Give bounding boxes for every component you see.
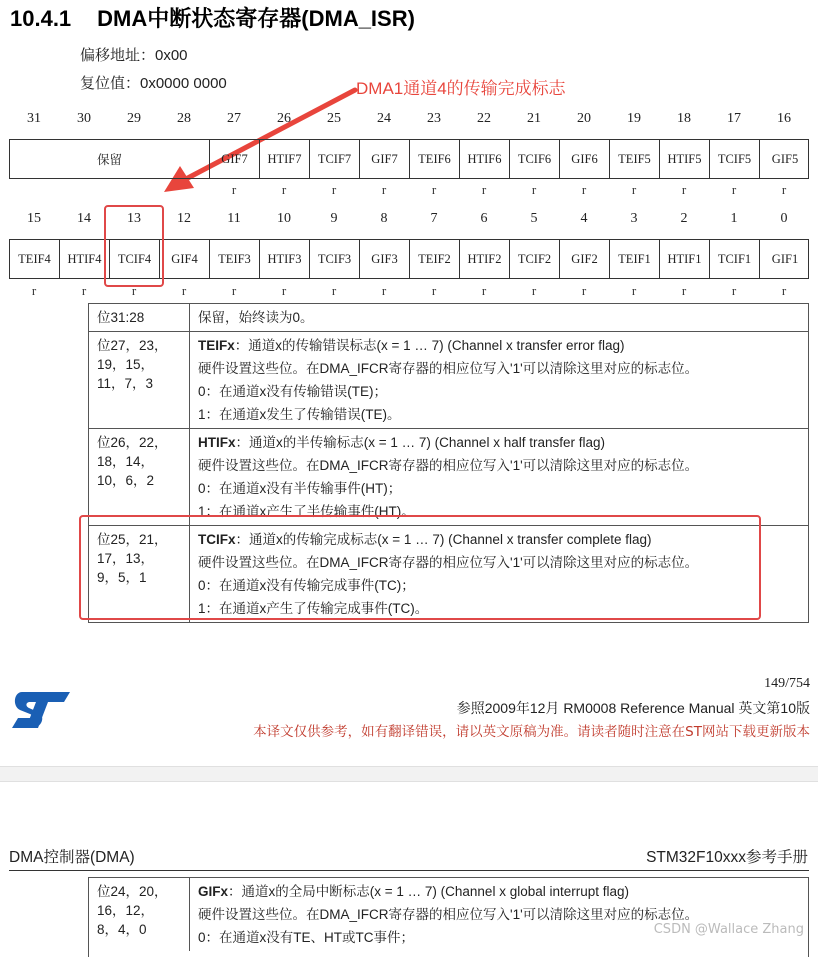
tcifx-highlight-box [79, 515, 761, 620]
register-field: TEIF6 [410, 140, 460, 178]
reset-value: 复位值：0x0000 0000 [80, 75, 227, 92]
bit-number: 4 [580, 211, 588, 226]
access-type: r [581, 182, 587, 197]
bit-number: 6 [480, 211, 488, 226]
bit-number: 11 [227, 211, 241, 226]
description-text: 0：在通道x没有半传输事件(HT)； [198, 481, 402, 496]
bit-number: 26 [277, 111, 291, 126]
description-text: 硬件设置这些位。在DMA_IFCR寄存器的相应位写入'1'可以清除这里对应的标志位。 [198, 361, 699, 376]
register-field: GIF6 [560, 140, 610, 178]
watermark: CSDN @Wallace Zhang [653, 922, 804, 937]
access-type: r [331, 283, 337, 298]
bit-number: 31 [27, 111, 41, 126]
tcif4-highlight-box [104, 205, 164, 287]
access-type: r [231, 283, 237, 298]
bit-number: 20 [577, 111, 591, 126]
annotation-text: DMA1通道4的传输完成标志 [356, 79, 566, 98]
register-field: TEIF4 [10, 240, 60, 278]
access-type: r [731, 283, 737, 298]
bit-description-table-continued [88, 877, 809, 957]
description-text: 硬件设置这些位。在DMA_IFCR寄存器的相应位写入'1'可以清除这里对应的标志位。 [198, 907, 699, 922]
description-text: ：通道x的传输错误标志(x = 1 … 7) (Channel x transfer error flag) [234, 338, 625, 353]
description-text: 1：在通道x产生了传输完成事件(TC)。 [198, 601, 429, 616]
bit-number: 12 [177, 211, 191, 226]
section-title [10, 2, 415, 33]
bit-number: 22 [477, 111, 491, 126]
description-line [198, 880, 800, 903]
bit-range: 位26，22， 18，14， 10，6，2 [89, 429, 190, 525]
header-rule [9, 870, 809, 871]
register-field: GIF5 [771, 151, 799, 166]
register-field: TEIF5 [610, 140, 660, 178]
bit-number: 5 [530, 211, 538, 226]
bit-number: 10 [277, 211, 291, 226]
description-text: 硬件设置这些位。在DMA_IFCR寄存器的相应位写入'1'可以清除这里对应的标志位。 [198, 458, 699, 473]
register-field: HTIF6 [460, 140, 510, 178]
access-type: r [331, 182, 337, 197]
access-type: r [431, 182, 437, 197]
description-text: 1：在通道x产生了半传输事件(HT)。 [198, 504, 415, 519]
bit-number: 13 [127, 211, 141, 226]
bit-number: 8 [380, 211, 388, 226]
register-field: TCIF1 [710, 240, 760, 278]
description-row [89, 878, 808, 951]
access-type: r [681, 182, 687, 197]
register-field: HTIF2 [460, 240, 510, 278]
access-type: r [431, 283, 437, 298]
description-text: 0：在通道x没有传输错误(TE)； [198, 384, 387, 399]
register-field: HTIF4 [60, 240, 110, 278]
register-field: GIF3 [360, 240, 410, 278]
access-type: r [731, 182, 737, 197]
bit-number: 24 [377, 111, 391, 126]
field-name: TEIFx [198, 338, 235, 353]
access-type: r [781, 182, 787, 197]
bit-number: 9 [330, 211, 338, 226]
description-text: 0：在通道x没有传输完成事件(TC)； [198, 578, 415, 593]
register-field: HTIF7 [260, 140, 310, 178]
bit-description [190, 429, 808, 525]
bit-number: 18 [677, 111, 691, 126]
register-field: TCIF6 [510, 140, 560, 178]
description-text: ：通道x的全局中断标志(x = 1 … 7) (Channel x global interrupt flag) [228, 884, 630, 899]
bit-number: 17 [727, 111, 741, 126]
bit-number: 16 [777, 111, 791, 126]
description-text: 保留，始终读为0。 [198, 310, 314, 325]
register-field: TCIF7 [310, 140, 360, 178]
bit-number: 1 [730, 211, 738, 226]
description-line [198, 334, 800, 357]
field-name: HTIFx [198, 435, 236, 450]
access-type: r [131, 283, 137, 298]
access-type: r [681, 283, 687, 298]
bit-description [190, 878, 808, 951]
access-type: r [81, 283, 87, 298]
bit-number: 25 [327, 111, 341, 126]
page-number: 149/754 [764, 676, 810, 691]
access-type: r [531, 283, 537, 298]
description-row [89, 429, 808, 526]
st-logo-icon [8, 688, 74, 732]
description-line [198, 454, 800, 477]
register-field: GIF7 [360, 140, 410, 178]
bit-range: 位27，23， 19，15， 11，7，3 [89, 332, 190, 428]
description-line [198, 403, 800, 426]
bit-description [190, 304, 808, 331]
bit-range: 位31:28 [89, 304, 190, 331]
description-text: 0：在通道x没有TE、HT或TC事件； [198, 930, 414, 945]
bit-number: 29 [127, 111, 141, 126]
register-field: TEIF2 [410, 240, 460, 278]
access-type: r [381, 182, 387, 197]
bit-number: 28 [177, 111, 191, 126]
access-row-upper [9, 182, 809, 198]
bit-number: 19 [627, 111, 641, 126]
access-type: r [631, 283, 637, 298]
section-name: DMA中断状态寄存器(DMA_ISR) [97, 6, 415, 31]
bit-range: 位25，21， 17，13， 9，5，1 [89, 526, 190, 622]
access-type: r [181, 283, 187, 298]
access-type: r [481, 283, 487, 298]
access-type: r [31, 283, 37, 298]
bit-number: 3 [630, 211, 638, 226]
bit-number: 14 [77, 211, 91, 226]
register-field: GIF7 [210, 140, 260, 178]
description-row [89, 332, 808, 429]
register-field: HTIF5 [660, 140, 710, 178]
register-field: TCIF2 [510, 240, 560, 278]
field-name: TCIFx [198, 532, 236, 547]
description-line [198, 380, 800, 403]
next-page-header-right: STM32F10xxx参考手册 [646, 849, 808, 866]
register-field: GIF2 [560, 240, 610, 278]
bit-number: 21 [527, 111, 541, 126]
bit-number: 30 [77, 111, 91, 126]
bit-number: 23 [427, 111, 441, 126]
description-text: 1：在通道x发生了传输错误(TE)。 [198, 407, 401, 422]
offset-address: 偏移地址：0x00 [80, 47, 188, 64]
description-text: ：通道x的半传输标志(x = 1 … 7) (Channel x half transfer flag) [235, 435, 605, 450]
access-type: r [381, 283, 387, 298]
access-type: r [631, 182, 637, 197]
bit-description [190, 332, 808, 428]
description-row [89, 304, 808, 332]
register-row-upper [9, 139, 809, 179]
bit-number: 0 [780, 211, 788, 226]
reserved-field: 保留 [10, 140, 210, 178]
description-text: ：通道x的传输完成标志(x = 1 … 7) (Channel x transfer complete flag) [235, 532, 652, 547]
description-line [198, 306, 800, 329]
reference-line: 参照2009年12月 RM0008 Reference Manual 英文第10版 [456, 700, 810, 716]
register-field: TCIF4 [110, 240, 160, 278]
bit-number: 27 [227, 111, 241, 126]
page-separator [0, 766, 818, 782]
access-type: r [281, 182, 287, 197]
description-line [198, 431, 800, 454]
register-field: HTIF1 [660, 240, 710, 278]
section-number: 10.4.1 [10, 6, 72, 31]
access-type: r [781, 283, 787, 298]
description-line [198, 477, 800, 500]
register-field: GIF1 [771, 251, 799, 266]
description-text: 硬件设置这些位。在DMA_IFCR寄存器的相应位写入'1'可以清除这里对应的标志位。 [198, 555, 699, 570]
register-field: TCIF5 [710, 140, 760, 178]
bit-range: 位24，20， 16，12， 8，4，0 [89, 878, 190, 951]
field-name: GIFx [198, 884, 229, 899]
access-type: r [231, 182, 237, 197]
register-field: TEIF3 [210, 240, 260, 278]
register-field: TEIF1 [610, 240, 660, 278]
description-line [198, 357, 800, 380]
access-type: r [481, 182, 487, 197]
next-page-header-left: DMA控制器(DMA) [9, 849, 135, 866]
register-field: GIF4 [160, 240, 210, 278]
access-type: r [281, 283, 287, 298]
bit-number: 2 [680, 211, 688, 226]
register-field: HTIF3 [260, 240, 310, 278]
register-field: TCIF3 [310, 240, 360, 278]
bit-number: 7 [430, 211, 438, 226]
translation-note: 本译文仅供参考，如有翻译错误，请以英文原稿为准。请读者随时注意在ST网站下载更新版本 [253, 724, 810, 740]
bit-number: 15 [27, 211, 41, 226]
access-type: r [531, 182, 537, 197]
access-type: r [581, 283, 587, 298]
